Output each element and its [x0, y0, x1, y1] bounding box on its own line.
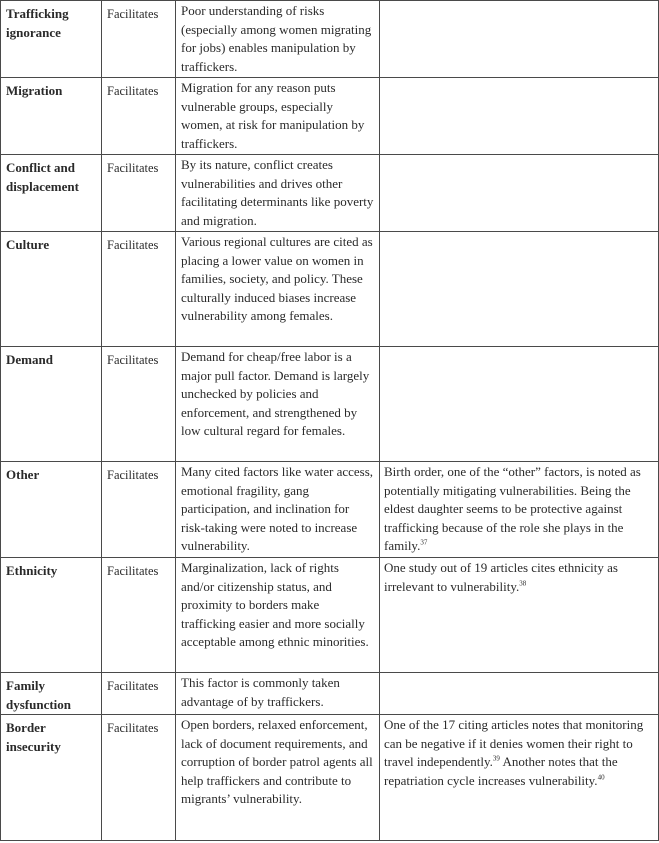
note-cell	[380, 1, 659, 78]
factor-cell: Conflict and displacement	[1, 155, 102, 232]
note-text: One of the 17 citing articles notes that monitoring can be negative if it denies women their right to travel independently.	[384, 717, 644, 769]
footnote-ref: 38	[519, 579, 527, 588]
table-row	[1, 673, 659, 715]
table-body	[1, 1, 659, 841]
effect-cell: Facilitates	[102, 673, 176, 715]
description-cell: Many cited factors like water access, emotional fragility, gang participation, and inclination for risk-taking were noted to increase vulnerability.	[176, 462, 380, 558]
description-cell: Poor understanding of risks (especially among women migrating for jobs) enables manipulation by traffickers.	[176, 1, 380, 78]
factor-cell: Other	[1, 462, 102, 558]
description-cell: This factor is commonly taken advantage of by traffickers.	[176, 673, 380, 715]
description-cell: Open borders, relaxed enforcement, lack of document requirements, and corruption of border patrol agents all help traffickers and contribute to migrants’ vulnerability.	[176, 715, 380, 841]
note-cell	[380, 462, 659, 558]
table-row	[1, 232, 659, 347]
note-cell	[380, 347, 659, 462]
effect-cell: Facilitates	[102, 155, 176, 232]
table-row	[1, 715, 659, 841]
description-cell: Marginalization, lack of rights and/or citizenship status, and proximity to borders make trafficking easier and more socially acceptable among ethnic minorities.	[176, 558, 380, 673]
factor-cell: Demand	[1, 347, 102, 462]
effect-cell: Facilitates	[102, 715, 176, 841]
table-row	[1, 462, 659, 558]
effect-cell: Facilitates	[102, 1, 176, 78]
note-cell	[380, 715, 659, 841]
factor-cell: Trafficking ignorance	[1, 1, 102, 78]
note-text: Birth order, one of the “other” factors, is noted as potentially mitigating vulnerabilities. Being the eldest daughter seems to be protective against trafficking because of the role she plays in the family.	[384, 464, 641, 553]
note-cell	[380, 558, 659, 673]
effect-cell: Facilitates	[102, 232, 176, 347]
table-row	[1, 1, 659, 78]
description-cell: Migration for any reason puts vulnerable groups, especially women, at risk for manipulation by traffickers.	[176, 78, 380, 155]
note-cell	[380, 673, 659, 715]
footnote-ref: 37	[420, 538, 428, 547]
effect-cell: Facilitates	[102, 347, 176, 462]
factor-cell: Ethnicity	[1, 558, 102, 673]
table-row	[1, 155, 659, 232]
table-row	[1, 558, 659, 673]
effect-cell: Facilitates	[102, 78, 176, 155]
factor-cell: Migration	[1, 78, 102, 155]
effect-cell: Facilitates	[102, 462, 176, 558]
footnote-ref-2: 40	[597, 773, 605, 782]
note-text-2: Another notes that the repatriation cycle increases vulnerability.	[384, 754, 618, 788]
note-cell	[380, 155, 659, 232]
table-row	[1, 347, 659, 462]
factor-cell: Family dysfunction	[1, 673, 102, 715]
description-cell: By its nature, conflict creates vulnerabilities and drives other facilitating determinants like poverty and migration.	[176, 155, 380, 232]
description-cell: Demand for cheap/free labor is a major pull factor. Demand is largely unchecked by policies and enforcement, and strengthened by low cultural regard for females.	[176, 347, 380, 462]
note-cell	[380, 78, 659, 155]
effect-cell: Facilitates	[102, 558, 176, 673]
note-text: One study out of 19 articles cites ethnicity as irrelevant to vulnerability.	[384, 560, 618, 594]
table-row	[1, 78, 659, 155]
factor-cell: Culture	[1, 232, 102, 347]
note-cell	[380, 232, 659, 347]
description-cell: Various regional cultures are cited as placing a lower value on women in families, society, and policy. These culturally induced biases increase vulnerability among females.	[176, 232, 380, 347]
footnote-ref: 39	[492, 754, 500, 763]
factor-cell: Border insecurity	[1, 715, 102, 841]
